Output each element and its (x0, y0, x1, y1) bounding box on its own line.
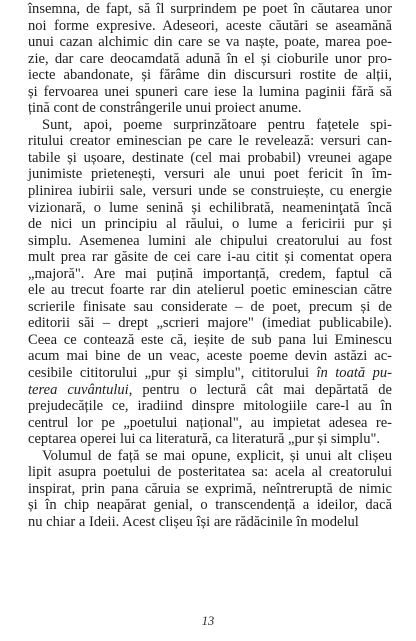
line-text: țină cont de constrângerile unui proiect anume. (28, 100, 302, 117)
text-line (28, 183, 392, 200)
line-text: acum mai bine de un veac, aceste poeme devin astăzi ac- (28, 348, 392, 365)
line-text: și fervoarea unei spuneri care iese la lumina paginii fără să (28, 83, 392, 100)
line-text: Ceea ce contează este că, ieșite de sub pana lui Eminescu (28, 331, 392, 348)
text-line (28, 382, 392, 399)
text-line (28, 431, 392, 448)
text-line (28, 464, 392, 481)
line-text: plinirea iubirii sale, versuri unde se construiește, cu energie (28, 183, 392, 200)
text-line (28, 100, 392, 117)
line-text: , pentru o lectură cât mai depărtată de (128, 381, 392, 398)
text-line (28, 332, 392, 349)
line-text: prejudecățile ce, iradiind dinspre mitologiile care-l au în (28, 398, 392, 415)
line-text: iecte abandonate, și fărâme din discursuri rostite de alții, (28, 67, 392, 84)
paragraph (28, 1, 392, 117)
text-line (28, 315, 392, 332)
text-line (28, 18, 392, 35)
paragraph (28, 117, 392, 448)
line-text: cesibile cititorului „pur și simplu", cititorului (28, 365, 317, 382)
text-line (28, 481, 392, 498)
text-line (28, 84, 392, 101)
page-number: 13 (201, 614, 215, 628)
italic-text: în toată pu- (316, 365, 392, 382)
line-text: nu chiar a Ideii. Acest clișeu își are rădăcinile în modelul (28, 513, 359, 530)
paragraph (28, 448, 392, 531)
line-text: mult prea rar găsite de cei care i-au citit și comentat opera (28, 249, 392, 266)
line-text: ele au trecut foarte rar din atelierul poetic eminescian către (28, 282, 392, 299)
line-text: de nici un principiu al răului, o lume a fericirii pur și (28, 216, 392, 233)
line-text: lipit asupra poetului de posteritatea sa: acela al creatorului (28, 464, 392, 481)
line-text: Sunt, apoi, poeme surprinzătoare pentru fațetele spi- (42, 116, 392, 133)
text-line (28, 233, 392, 250)
text-line (28, 415, 392, 432)
line-text: simplu. Asemenea lumini ale chipului creatorului au fost (28, 232, 392, 249)
text-line (28, 365, 392, 382)
text-line (28, 166, 392, 183)
line-text: scrierile finisate sau considerate – de poet, precum și de (28, 298, 392, 315)
line-text: vizionară, o lume senină și echilibrată, neameninţată încă (28, 199, 392, 216)
line-text: editorii săi – drept „scrieri majore" (imediat publicabile). (28, 315, 392, 332)
text-line (28, 266, 392, 283)
line-text: „majoră". Are mai puțină importanță, credem, faptul că (28, 265, 392, 282)
text-line (28, 133, 392, 150)
line-text: inspirat, prin pana căruia se exprimă, neîntreruptă de nimic (28, 480, 392, 497)
text-line (28, 398, 392, 415)
line-text: centrul lor pe „poetului național", au impietat adesea re- (28, 414, 392, 431)
text-line (28, 299, 392, 316)
text-line (28, 117, 392, 134)
line-text: tabile și ușoare, destinate (cel mai probabil) vreunei agape (28, 149, 392, 166)
text-line (28, 216, 392, 233)
text-line (28, 282, 392, 299)
text-line (28, 249, 392, 266)
text-line (28, 34, 392, 51)
line-text: unui cazan alchimic din care se va naște, poate, marea poe- (28, 34, 392, 51)
text-line (28, 348, 392, 365)
text-line (28, 200, 392, 217)
line-text: ceptarea operei lui ca literatură, ca literatură „pur și simplu". (28, 431, 381, 448)
text-line (28, 448, 392, 465)
line-text: zie, dar care deocamdată adună în el și cioburile unor pro- (28, 50, 392, 67)
line-text: însemna, de fapt, să îl surprindem pe poet în căutarea unor (28, 1, 392, 17)
text-line (28, 150, 392, 167)
line-text: Volumul de față se mai opune, explicit, și unui alt clișeu (42, 447, 392, 464)
text-line (28, 497, 392, 514)
text-line (28, 1, 392, 18)
text-line (28, 51, 392, 68)
line-text: ritului creator eminescian pe care le revelează: versuri can- (28, 133, 392, 150)
text-line (28, 514, 392, 531)
italic-text: terea cuvântului (28, 381, 129, 398)
text-line (28, 67, 392, 84)
line-text: noi forme expresive. Adeseori, aceste căutări se aseamănă (28, 17, 392, 34)
line-text: junimiste prietenești, versuri ale unui poet fericit în îm- (28, 166, 392, 183)
line-text: și în chip neapărat genial, o transcendență a ideilor, dacă (28, 497, 392, 514)
